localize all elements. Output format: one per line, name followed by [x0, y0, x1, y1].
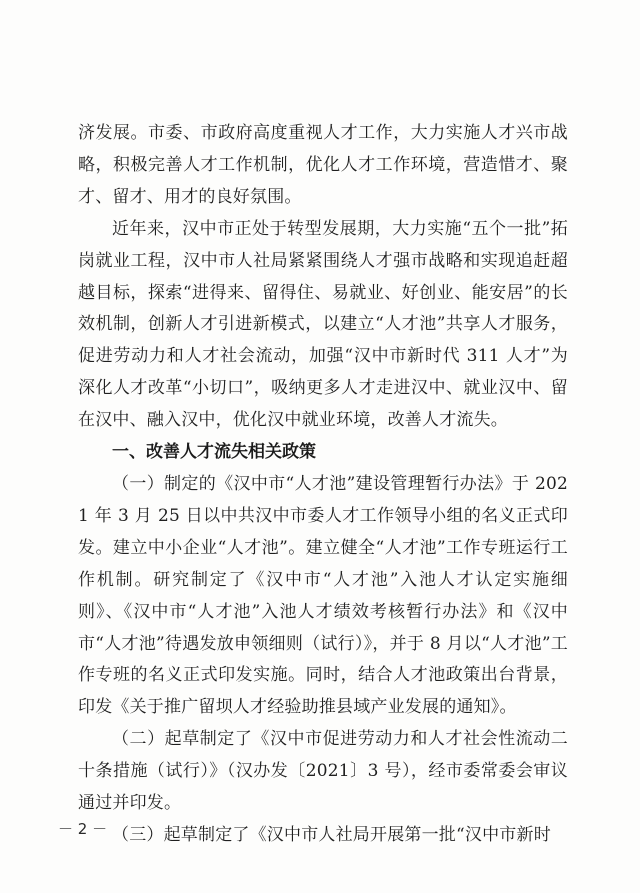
- policy-item-3: （三）起草制定了《汉中市人社局开展第一批“汉中市新时: [112, 824, 551, 845]
- policy-item-2: （二）起草制定了《汉中市促进劳动力和人才社会性流动二十条措施（试行）》（汉办发〔2021〕3 号），经市委常委会审议通过并印发。: [78, 729, 568, 814]
- page-number: － 2 －: [58, 820, 108, 838]
- policy-item-1: （一）制定的《汉中市“人才池”建设管理暂行办法》于 2021 年 3 月 25 日以中共汉中市委人才工作领导小组的名义正式印发。建立中小企业“人才池”。建立健全“人才池”工作专班运行工作机制。研究制定了《汉中市“人才池”入池人才认定实施细则》、《汉中市“人才池”入池人才绩效考核暂行办法》和《汉中市“人才池”待遇发放申领细则（试行）》，并于 8 月以“人才池”工作专班的名义正式印发实施。同时，结合人才池政策出台背景，印发《关于推广留坝人才经验助推县域产业发展的通知》。: [78, 473, 568, 718]
- section-heading: 一、改善人才流失相关政策: [112, 442, 316, 463]
- paragraph-1: 济发展。市委、市政府高度重视人才工作，大力实施人才兴市战略，积极完善人才工作机制，优化人才工作环境，营造惜才、聚才、留才、用才的良好氛围。: [78, 123, 568, 207]
- document-body: [78, 118, 568, 852]
- paragraph-2: 近年来，汉中市正处于转型发展期，大力实施“五个一批”拓岗就业工程，汉中市人社局紧紧围绕人才强市战略和实现追赶超越目标，探索“进得来、留得住、易就业、好创业、能安居”的长效机制，创新人才引进新模式，以建立“人才池”共享人才服务，促进劳动力和人才社会流动，加强“汉中市新时代 311 人才”为深化人才改革“小切口”，吸纳更多人才走进汉中、就业汉中、留在汉中、融入汉中，优化汉中就业环境，改善人才流失。: [78, 218, 568, 431]
